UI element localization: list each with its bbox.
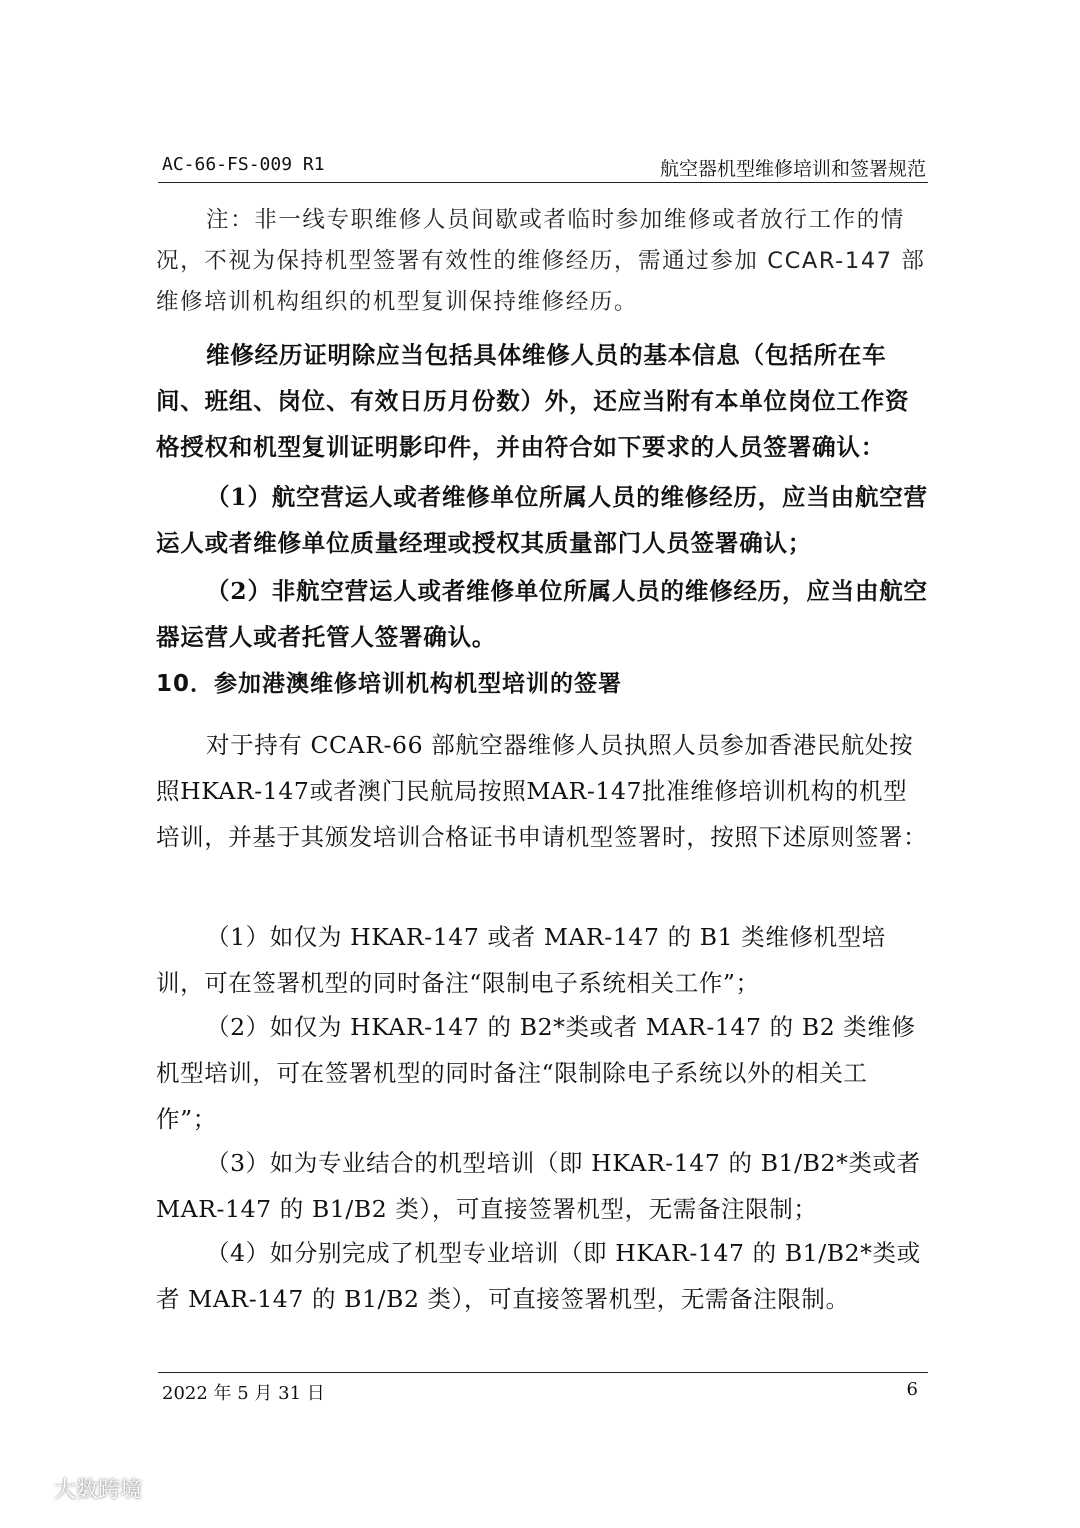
hk-item-2: （2）如仅为 HKAR-147 的 B2*类或者 MAR-147 的 B2 类维修机型培训，可在签署机型的同时备注“限制除电子系统以外的相关工作”； — [156, 1013, 916, 1133]
experience-paragraph: 维修经历证明除应当包括具体维修人员的基本信息（包括所在车间、班组、岗位、有效日历月份数）外，还应当附有本单位岗位工作资格授权和机型复训证明影印件，并由符合如下要求的人员签署确认： — [156, 341, 910, 461]
hk-item-1: （1）如仅为 HKAR-147 或者 MAR-147 的 B1 类维修机型培训，可在签署机型的同时备注“限制电子系统相关工作”； — [156, 923, 886, 997]
watermark-text: 大数跨境 — [54, 1477, 143, 1503]
hk-item-3: （3）如为专业结合的机型培训（即 HKAR-147 的 B1/B2*类或者 MAR-147 的 B1/B2 类），可直接签署机型，无需备注限制； — [156, 1149, 921, 1223]
section-heading: 10．参加港澳维修培训机构机型培训的签署 — [156, 671, 623, 697]
hk-item-4: （4）如分别完成了机型专业培训（即 HKAR-147 的 B1/B2*类或者 MAR-147 的 B1/B2 类），可直接签署机型，无需备注限制。 — [156, 1239, 921, 1313]
watermark-logo-icon — [12, 1474, 48, 1502]
doc-title: 航空器机型维修培训和签署规范 — [659, 158, 926, 180]
page-footer — [158, 1372, 928, 1405]
experience-item-2: （2）非航空营运人或者维修单位所属人员的维修经历，应当由航空器运营人或者托管人签署确认。 — [156, 577, 928, 651]
note-paragraph: 注：非一线专职维修人员间歇或者临时参加维修或者放行工作的情况，不视为保持机型签署有效性的维修经历，需通过参加 CCAR-147 部维修培训机构组织的机型复训保持维修经历。 — [156, 207, 926, 315]
watermark — [12, 1466, 142, 1510]
issue-date: 2022 年 5 月 31 日 — [162, 1383, 325, 1404]
page-number: 6 — [906, 1379, 918, 1400]
experience-item-1: （1）航空营运人或者维修单位所属人员的维修经历，应当由航空营运人或者维修单位质量经理或授权其质量部门人员签署确认； — [156, 483, 928, 557]
page-header — [158, 152, 928, 183]
doc-code: AC-66-FS-009 R1 — [162, 154, 325, 175]
hk-paragraph: 对于持有 CCAR-66 部航空器维修人员执照人员参加香港民航处按照HKAR-147或者澳门民航局按照MAR-147批准维修培训机构的机型培训，并基于其颁发培训合格证书申请机型签署时，按照下述原则签署： — [156, 731, 928, 851]
